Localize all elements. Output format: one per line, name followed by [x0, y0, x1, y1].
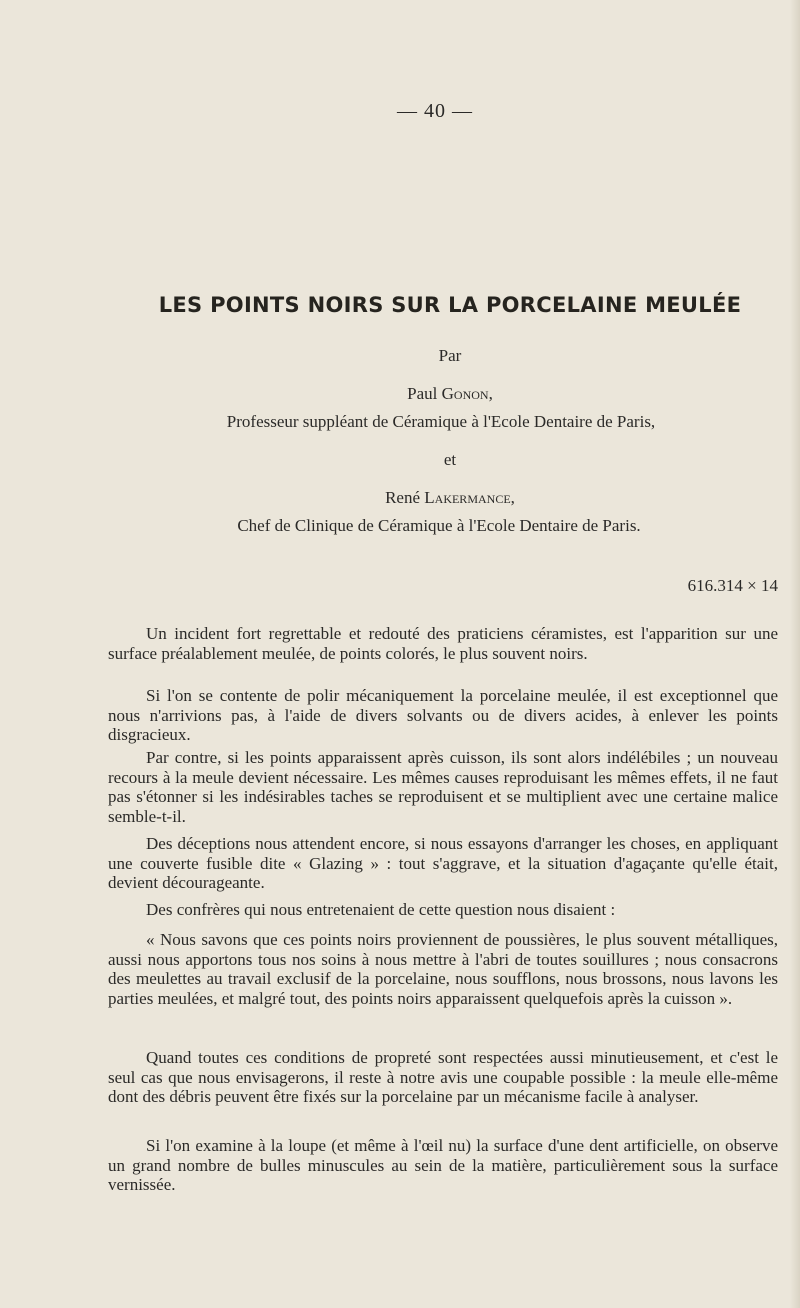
paragraph-1: Un incident fort regrettable et redouté des praticiens céramistes, est l'apparition sur une surface préalablement meulée, de points colorés, le plus souvent noirs.	[108, 624, 778, 663]
paragraph-2: Si l'on se contente de polir mécaniquement la porcelaine meulée, il est exceptionnel que nous n'arrivions pas, à l'aide de divers solvants ou de divers acides, à enlever les points disgracieux.	[108, 686, 778, 744]
author-2-first-name: René	[385, 488, 421, 507]
paragraph-4: Des déceptions nous attendent encore, si nous essayons d'arranger les choses, en appliquant une couverte fusible dite « Glazing » : tout s'aggrave, et la situation d'agaçante qu'elle était, devient décourageante.	[108, 834, 778, 892]
article-title: LES POINTS NOIRS SUR LA PORCELAINE MEULÉE	[158, 293, 742, 317]
classification-number: 616.314 × 14	[687, 576, 778, 595]
author-2-role: Chef de Clinique de Céramique à l'Ecole Dentaire de Paris.	[237, 516, 641, 535]
author-1-first-name: Paul	[407, 384, 438, 403]
paragraph-8: Si l'on examine à la loupe (et même à l'œil nu) la surface d'une dent artificielle, on observe un grand nombre de bulles minuscules au sein de la matière, particulièrement sous la surface vernissée.	[108, 1136, 778, 1194]
author-1-name	[0, 384, 800, 404]
author-2-name	[0, 488, 800, 508]
byline-par: Par	[438, 346, 462, 365]
author-1-last-name: Gonon,	[441, 384, 493, 403]
byline-et: et	[443, 450, 457, 469]
paragraph-7: Quand toutes ces conditions de propreté sont respectées aussi minutieusement, et c'est le seul cas que nous envisagerons, il reste à notre avis une coupable possible : la meule elle-même dont des débris peuvent être fixés sur la porcelaine par un mécanisme facile à analyser.	[108, 1048, 778, 1106]
page-edge	[790, 0, 800, 1308]
page-number: — 40 —	[397, 100, 473, 122]
paragraph-quote: « Nous savons que ces points noirs proviennent de poussières, le plus souvent métalliques, aussi nous apportons tous nos soins à nous mettre à l'abri de toutes souillures ; nous consacrons des meulettes au travail exclusif de la porcelaine, nous soufflons, nous brossons, nous lavons les parties meulées, et malgré tout, des points noirs apparaissent quelquefois après la cuisson ».	[108, 930, 778, 1008]
paragraph-5: Des confrères qui nous entretenaient de cette question nous disaient :	[146, 900, 616, 919]
author-2-last-name: Lakermance,	[424, 488, 515, 507]
paragraph-3: Par contre, si les points apparaissent après cuisson, ils sont alors indélébiles ; un nouveau recours à la meule devient nécessaire. Les mêmes causes reproduisant les mêmes effets, il ne faut pas s'étonner si les indésirables taches se reproduisent et se multiplient avec une certaine malice semble-t-il.	[108, 748, 778, 826]
author-1-role: Professeur suppléant de Céramique à l'Ecole Dentaire de Paris,	[226, 412, 656, 431]
